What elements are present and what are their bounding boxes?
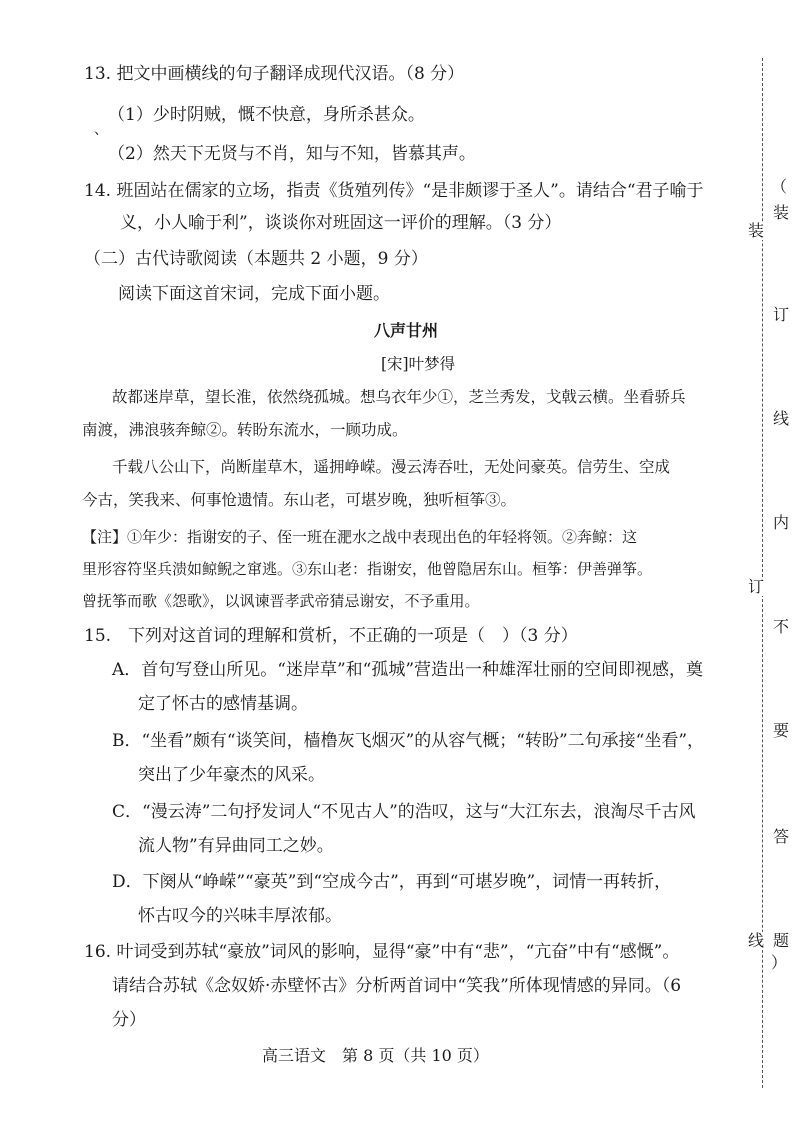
margin-left-zhuang: 装 bbox=[748, 221, 765, 240]
q15-option-a-line1: A．首句写登山所见。“迷岸草”和“孤城”营造出一种雄浑壮丽的空间即视感，奠 bbox=[112, 660, 704, 680]
margin-char-zhuang: 装 bbox=[773, 203, 790, 222]
note-line-2: 里形容符坚兵溃如鲸鲵之窜逃。③东山老：指谢安，他曾隐居东山。桓筝：伊善弹筝。 bbox=[82, 560, 653, 578]
q13-sub2: （2）然天下无贤与不肖，知与不知，皆慕其声。 bbox=[108, 144, 476, 164]
section2-instruction: 阅读下面这首宋词，完成下面小题。 bbox=[118, 284, 390, 304]
q13-stem: 13. 把文中画横线的句子翻译成现代汉语。（8 分） bbox=[84, 64, 465, 84]
q16-line3: 分） bbox=[112, 1010, 146, 1030]
page-footer: 高三语文 第 8 页（共 10 页） bbox=[262, 1046, 489, 1065]
poem-line-4: 今古，笑我来、何事怆遗情。东山老，可堪岁晚，独听桓筝③。 bbox=[82, 491, 517, 509]
note-line-1: 【注】①年少：指谢安的子、侄一班在淝水之战中表现出色的年轻将领。②奔鲸：这 bbox=[82, 528, 638, 546]
q15-option-d-line1: D．下阕从“峥嵘”“豪英”到“空成今古”，再到“可堪岁晚”，词情一再转折， bbox=[112, 872, 672, 892]
q15-option-c-line2: 流人物”有异曲同工之妙。 bbox=[138, 836, 334, 856]
q15-option-d-line2: 怀古叹今的兴味丰厚浓郁。 bbox=[138, 906, 342, 926]
section2-heading: （二）古代诗歌阅读（本题共 2 小题，9 分） bbox=[84, 249, 428, 269]
margin-char-ding: 订 bbox=[773, 305, 790, 324]
margin-left-ding: 订 bbox=[748, 577, 765, 596]
note-line-3: 曾抚筝而歌《怨歌》，以讽谏晋孝武帝猜忌谢安，不予重用。 bbox=[82, 592, 480, 610]
poem-line-1: 故都迷岸草，望长淮，依然绕孤城。想乌衣年少①，芝兰秀发，戈戟云横。坐看骄兵 bbox=[112, 388, 686, 406]
q16-line2: 请结合苏轼《念奴娇·赤壁怀古》分析两首词中“笑我”所体现情感的异同。（6 bbox=[112, 976, 682, 996]
margin-char-close: ） bbox=[771, 953, 788, 972]
q14-line1: 14. 班固站在儒家的立场，指责《货殖列传》“是非颇谬于圣人”。请结合“君子喻于 bbox=[84, 181, 704, 201]
margin-char-yao: 要 bbox=[773, 721, 790, 740]
q15-option-b-line1: B．“坐看”颇有“谈笑间，樯橹灰飞烟灭”的从容气概；“转盼”二句承接“坐看”， bbox=[112, 731, 705, 751]
q13-sub1: （1）少时阴贼，慨不快意，身所杀甚众。 bbox=[108, 105, 425, 125]
poem-line-3: 千载八公山下，尚断崖草木，遥拥峥嵘。漫云涛吞吐，无处问豪英。信劳生、空成 bbox=[112, 458, 671, 476]
q15-option-a-line2: 定了怀古的感情基调。 bbox=[138, 694, 308, 714]
margin-char-da: 答 bbox=[773, 827, 790, 846]
q15-option-c-line1: C．“漫云涛”二句抒发词人“不见古人”的浩叹，这与“大江东去，浪淘尽千古风 bbox=[112, 802, 696, 822]
tick-mark: 、 bbox=[94, 122, 108, 138]
q14-line2: 义，小人喻于利”，谈谈你对班固这一评价的理解。（3 分） bbox=[120, 213, 562, 233]
margin-char-ti: 题 bbox=[773, 931, 790, 950]
q15-option-b-line2: 突出了少年豪杰的风采。 bbox=[138, 765, 325, 785]
poem-line-2: 南渡，沸浪骇奔鲸②。转盼东流水，一顾功成。 bbox=[82, 421, 408, 439]
margin-char-xian: 线 bbox=[773, 409, 790, 428]
margin-char-bu: 不 bbox=[773, 617, 790, 636]
poem-author: [宋]叶梦得 bbox=[381, 355, 456, 373]
margin-char-nei: 内 bbox=[773, 513, 790, 532]
margin-char-open: （ bbox=[771, 177, 788, 196]
poem-title: 八声甘州 bbox=[374, 321, 439, 340]
q16-line1: 16. 叶词受到苏轼“豪放”词风的影响，显得“豪”中有“悲”，“亢奋”中有“感慨”。 bbox=[84, 942, 680, 962]
q15-stem: 15. 下列对这首词的理解和赏析，不正确的一项是（ ）（3 分） bbox=[84, 626, 578, 646]
margin-left-xian: 线 bbox=[748, 931, 765, 950]
